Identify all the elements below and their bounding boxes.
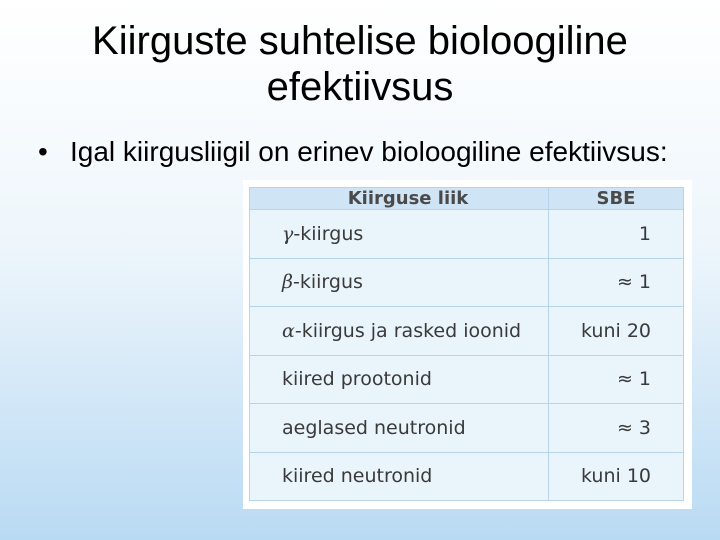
bullet-item xyxy=(38,134,678,169)
title-line-2: efektiivsus xyxy=(266,65,454,109)
radiation-type-label: aeglased neutronid xyxy=(282,416,466,439)
table-row xyxy=(250,210,684,259)
table-row xyxy=(250,404,684,453)
radiation-type-cell xyxy=(250,452,549,501)
title-line-1: Kiirguste suhtelise bioloogiline xyxy=(92,19,628,63)
slide-title xyxy=(0,18,720,110)
radiation-type-cell xyxy=(250,355,549,404)
radiation-type-label: -kiirgus xyxy=(292,271,363,294)
radiation-type-label: -kiirgus ja rasked ioonid xyxy=(294,319,522,342)
sbe-value-cell: 1 xyxy=(549,210,684,259)
sbe-value-cell: kuni 10 xyxy=(549,452,684,501)
greek-symbol: β xyxy=(282,271,293,294)
sbe-value-cell: kuni 20 xyxy=(549,307,684,356)
table-row xyxy=(250,355,684,404)
sbe-value-cell: ≈ 3 xyxy=(549,404,684,453)
header-sbe: SBE xyxy=(549,188,684,210)
greek-symbol: γ xyxy=(282,222,294,245)
bullet-dot-icon: • xyxy=(38,136,48,167)
sbe-table xyxy=(249,187,684,501)
radiation-type-cell xyxy=(250,307,549,356)
greek-symbol: α xyxy=(282,319,295,342)
sbe-table-image xyxy=(243,180,692,509)
radiation-type-label: kiired neutronid xyxy=(282,465,433,488)
radiation-type-cell xyxy=(250,404,549,453)
table-row xyxy=(250,258,684,307)
sbe-value-cell: ≈ 1 xyxy=(549,258,684,307)
sbe-value-cell: ≈ 1 xyxy=(549,355,684,404)
bullet-text: Igal kiirgusliigil on erinev bioloogiline efektiivsus: xyxy=(70,136,668,167)
radiation-type-label: kiired prootonid xyxy=(282,368,432,391)
table-row xyxy=(250,452,684,501)
radiation-type-cell xyxy=(250,258,549,307)
radiation-type-cell xyxy=(250,210,549,259)
table-header-row xyxy=(250,188,684,210)
table-row xyxy=(250,307,684,356)
radiation-type-label: -kiirgus xyxy=(293,222,364,245)
header-radiation-type: Kiirguse liik xyxy=(250,188,549,210)
